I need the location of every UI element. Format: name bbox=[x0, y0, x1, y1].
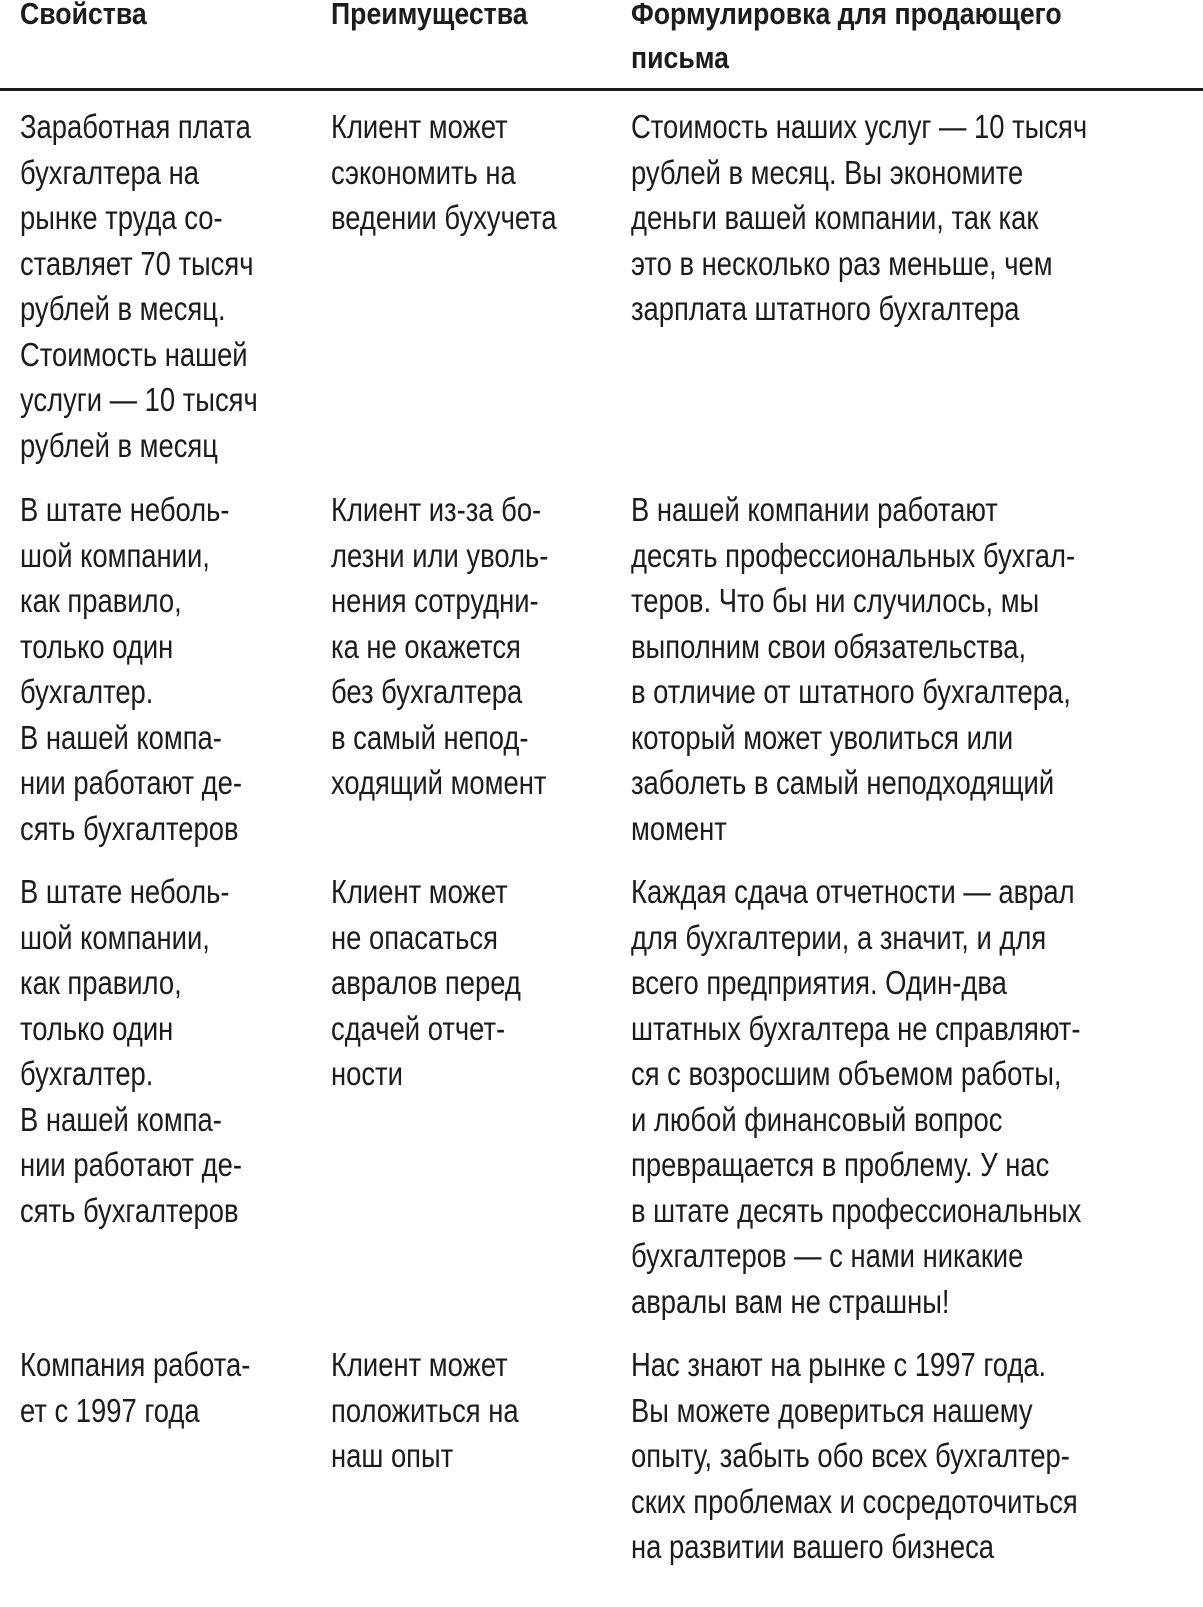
header-rule bbox=[0, 88, 1203, 91]
cell-property: Компания работа- ет с 1997 года bbox=[20, 1346, 251, 1429]
cell-wording: В нашей компании работают десять профессиональных бухгал- теров. Что бы ни случилось, мы выполним свои обязательства, в отличие от штатного бухгалтера, который может уволиться или заболеть в самый неподходящий момент bbox=[631, 491, 1076, 847]
cell-property: Заработная плата бухгалтера на рынке труда со- ставляет 70 тысяч рублей в месяц. Стоимость нашей услуги — 10 тысяч рублей в месяц bbox=[20, 108, 258, 464]
header-benefits: Преимущества bbox=[331, 0, 528, 31]
cell-benefit: Клиент может сэкономить на ведении бухучета bbox=[331, 108, 557, 236]
cell-benefit: Клиент может положиться на наш опыт bbox=[331, 1346, 519, 1474]
header-wording: Формулировка для продающего письма bbox=[631, 0, 1062, 75]
cell-wording: Стоимость наших услуг — 10 тысяч рублей в месяц. Вы экономите деньги вашей компании, так как это в несколько раз меньше, чем зарплата штатного бухгалтера bbox=[631, 108, 1088, 327]
cell-wording: Каждая сдача отчетности — аврал для бухгалтерии, а значит, и для всего предприятия. Один-два штатных бухгалтера не справляют- ся с возросшим объемом работы, и любой финансовый вопрос превращается в проблему. У нас в штате десять профессиональных бухгалтеров — с нами никакие авралы вам не страшны! bbox=[631, 873, 1082, 1320]
cell-wording: Нас знают на рынке с 1997 года. Вы можете довериться нашему опыту, забыть обо всех бухгалтер- ских проблемах и сосредоточиться на развитии вашего бизнеса bbox=[631, 1346, 1078, 1565]
cell-benefit: Клиент из-за бо- лезни или уволь- нения сотрудни- ка не окажется без бухгалтера в самый непод- ходящий момент bbox=[331, 491, 549, 801]
cell-property: В штате неболь- шой компании, как правило, только один бухгалтер. В нашей компа- нии работают де- сять бухгалтеров bbox=[20, 873, 243, 1229]
table-header bbox=[0, 0, 1203, 92]
cell-property: В штате неболь- шой компании, как правило, только один бухгалтер. В нашей компа- нии работают де- сять бухгалтеров bbox=[20, 491, 243, 847]
header-properties: Свойства bbox=[20, 0, 147, 31]
cell-benefit: Клиент может не опасаться авралов перед сдачей отчет- ности bbox=[331, 873, 521, 1092]
